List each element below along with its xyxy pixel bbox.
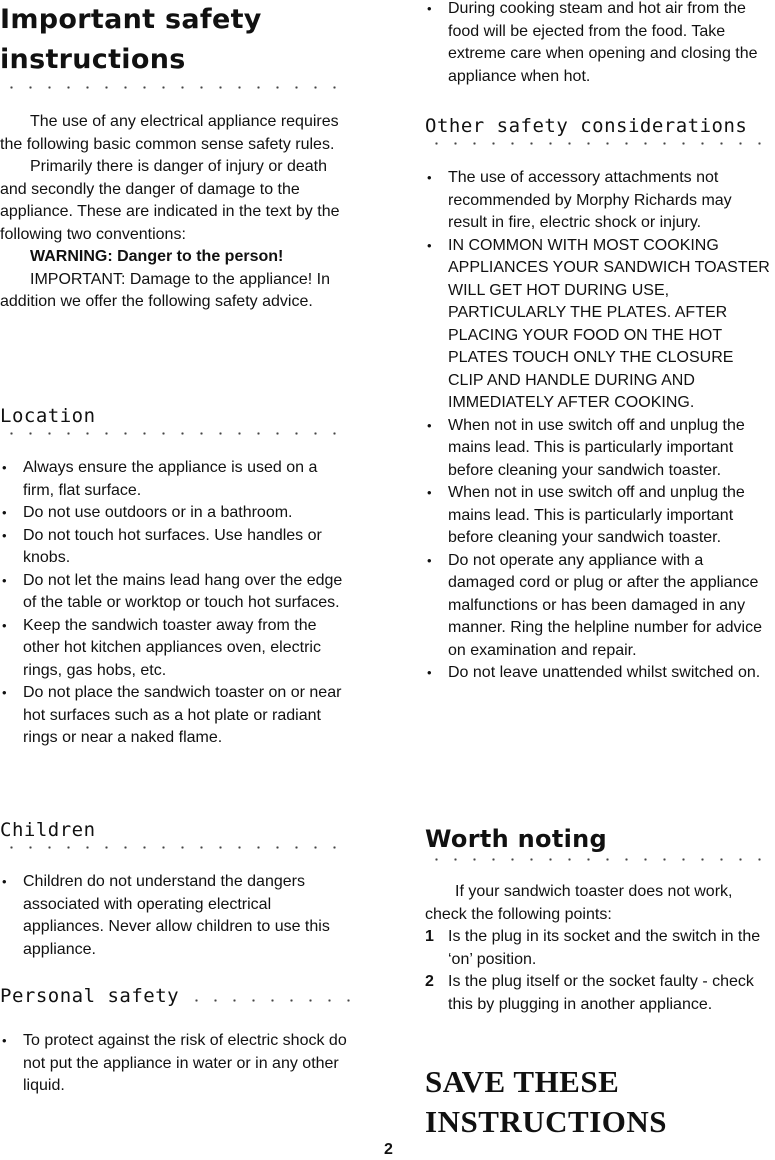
page-title-line1: Important safety	[0, 4, 262, 35]
list-item: • When not in use switch off and unplug the mains lead. This is particularly important before cleaning your sandwich toaster.	[425, 482, 773, 550]
intro-block	[0, 111, 352, 314]
continued-list	[425, 0, 773, 88]
checklist-number: 2	[425, 973, 434, 990]
warning-convention: WARNING: Danger to the person!	[30, 248, 284, 265]
list-item: • Do not place the sandwich toaster on or near hot surfaces such as a hot plate or radiant rings or near a naked flame.	[0, 682, 352, 750]
personal-safety-list	[0, 1030, 352, 1098]
other-safety-section	[425, 114, 773, 685]
location-section	[0, 404, 352, 750]
list-item: • The use of accessory attachments not recommended by Morphy Richards may result in fire, electric shock or injury.	[425, 167, 773, 235]
checklist-item	[425, 926, 773, 971]
checklist-item	[425, 971, 773, 1016]
checklist-text: Is the plug itself or the socket faulty - check this by plugging in another appliance.	[448, 973, 754, 1013]
intro-paragraph-1: The use of any electrical appliance requires the following basic common sense safety rules.	[0, 113, 339, 153]
list-item: • Keep the sandwich toaster away from the other hot kitchen appliances oven, electric rings, gas hobs, etc.	[0, 615, 352, 683]
save-instructions-block	[425, 1062, 773, 1142]
intro-paragraph-2: Primarily there is danger of injury or death and secondly the danger of damage to the appliance. These are indicated in the text by the following two conventions:	[0, 158, 340, 243]
worth-noting-heading: Worth noting	[425, 825, 607, 853]
children-section	[0, 818, 352, 961]
list-item: • When not in use switch off and unplug the mains lead. This is particularly important before cleaning your sandwich toaster.	[425, 415, 773, 483]
page-number: 2	[384, 1141, 393, 1158]
list-item: • Always ensure the appliance is used on a firm, flat surface.	[0, 457, 352, 502]
list-item: • Do not touch hot surfaces. Use handles or knobs.	[0, 525, 352, 570]
list-item: • During cooking steam and hot air from the food will be ejected from the food. Take extreme care when opening and closing the appliance when hot.	[425, 0, 773, 88]
personal-safety-heading: Personal safety	[0, 985, 180, 1007]
list-item: • IN COMMON WITH MOST COOKING APPLIANCES YOUR SANDWICH TOASTER WILL GET HOT DURING USE, PARTICULARLY THE PLATES. AFTER PLACING YOUR FOOD ON THE HOT PLATES TOUCH ONLY THE CLOSURE CLIP AND HANDLE DURING AND IMMEDIATELY AFTER COOKING.	[425, 235, 773, 415]
checklist-text: Is the plug in its socket and the switch in the ‘on’ position.	[448, 928, 761, 968]
save-instructions-line2: INSTRUCTIONS	[425, 1104, 668, 1139]
page-title-line2: instructions	[0, 44, 186, 75]
important-convention: IMPORTANT: Damage to the appliance! In addition we offer the following safety advice.	[0, 270, 330, 310]
worth-noting-intro: If your sandwich toaster does not work, check the following points:	[425, 883, 733, 923]
other-safety-list	[425, 167, 773, 685]
other-safety-heading: Other safety considerations	[425, 115, 748, 137]
save-instructions-line1: SAVE THESE	[425, 1064, 620, 1099]
location-list	[0, 457, 352, 750]
list-item: • Do not operate any appliance with a damaged cord or plug or after the appliance malfunctions or has been damaged in any manner. Ring the helpline number for advice on examination and repair.	[425, 550, 773, 663]
checklist-number: 1	[425, 928, 434, 945]
children-list	[0, 871, 352, 961]
safety-title-block	[0, 0, 352, 93]
worth-noting-section	[425, 824, 773, 1016]
list-item: • Children do not understand the dangers associated with operating electrical appliances. Never allow children to use this appliance.	[0, 871, 352, 961]
personal-safety-section	[0, 984, 352, 1098]
list-item: • Do not use outdoors or in a bathroom.	[0, 502, 352, 525]
location-heading: Location	[0, 405, 96, 427]
list-item: • Do not let the mains lead hang over the edge of the table or worktop or touch hot surfaces.	[0, 570, 352, 615]
list-item: • To protect against the risk of electric shock do not put the appliance in water or in any other liquid.	[0, 1030, 352, 1098]
dotted-rule	[187, 999, 352, 1002]
list-item: • Do not leave unattended whilst switched on.	[425, 662, 773, 685]
children-heading: Children	[0, 819, 96, 841]
checklist	[425, 926, 773, 1016]
